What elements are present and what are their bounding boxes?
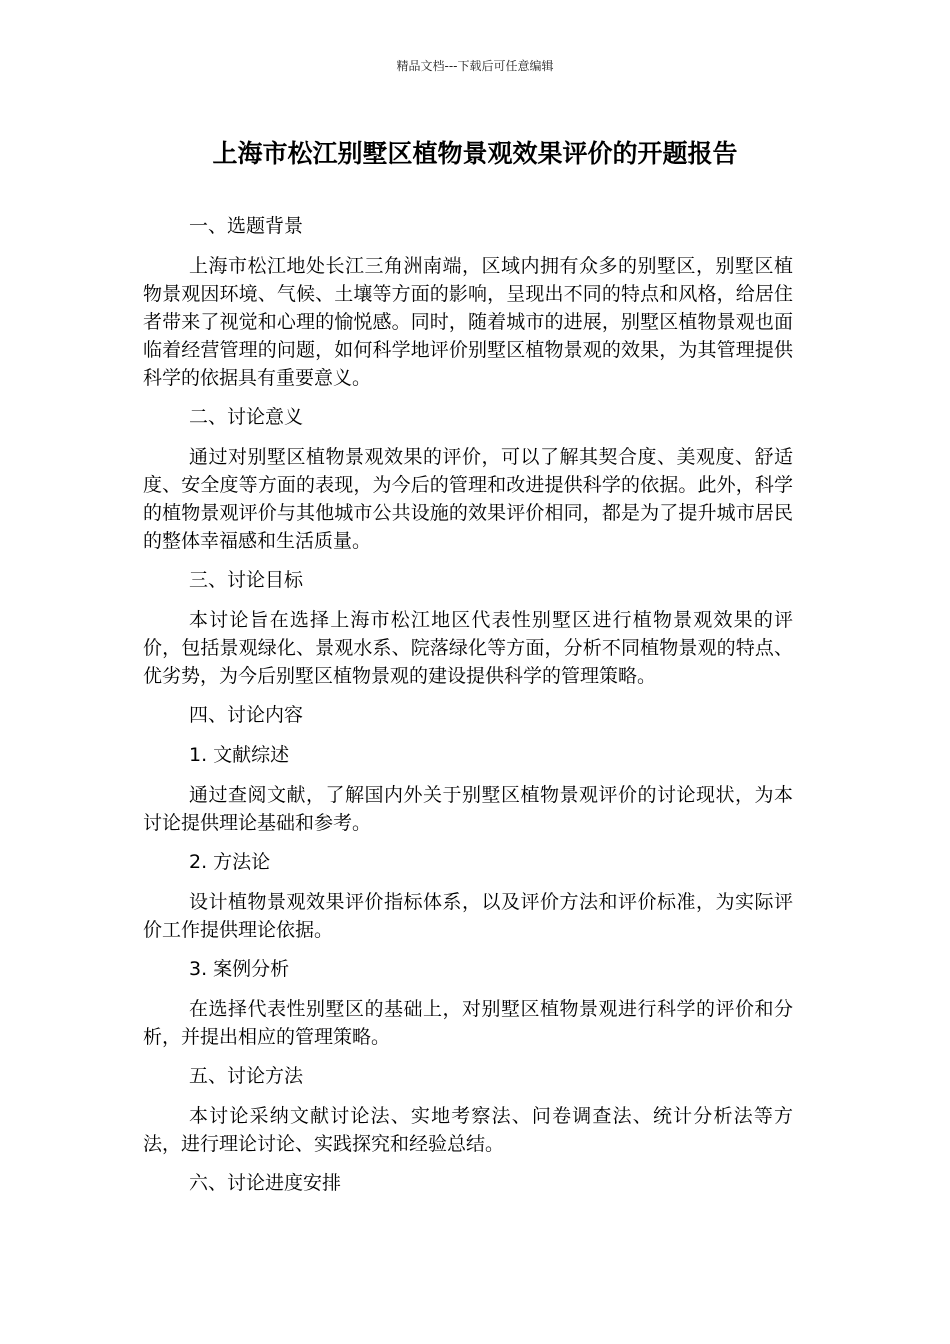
document-body: [143, 212, 793, 1197]
subsection-paragraph-literature: 通过查阅文献，了解国内外关于别墅区植物景观评价的讨论现状，为本讨论提供理论基础和参考。: [143, 784, 793, 834]
section-heading-objectives: 三、讨论目标: [189, 569, 304, 591]
section-paragraph-significance: 通过对别墅区植物景观效果的评价，可以了解其契合度、美观度、舒适度、安全度等方面的表现，为今后的管理和改进提供科学的依据。此外，科学的植物景观评价与其他城市公共设施的效果评价相同，都是为了提升城市居民的整体幸福感和生活质量。: [143, 446, 793, 552]
header-note: 精品文档---下载后可任意编辑: [396, 59, 554, 73]
document-title: 上海市松江别墅区植物景观效果评价的开题报告: [212, 139, 738, 168]
subsection-heading-methodology: 2. 方法论: [189, 851, 271, 873]
section-paragraph-background: 上海市松江地处长江三角洲南端，区域内拥有众多的别墅区，别墅区植物景观因环境、气候、土壤等方面的影响，呈现出不同的特点和风格，给居住者带来了视觉和心理的愉悦感。同时，随着城市的进展，别墅区植物景观也面临着经营管理的问题，如何科学地评价别墅区植物景观的效果，为其管理提供科学的依据具有重要意义。: [143, 255, 793, 389]
section-paragraph-objectives: 本讨论旨在选择上海市松江地区代表性别墅区进行植物景观效果的评价，包括景观绿化、景观水系、院落绿化等方面，分析不同植物景观的特点、优劣势，为今后别墅区植物景观的建设提供科学的管理策略。: [143, 609, 793, 687]
subsection-paragraph-methodology: 设计植物景观效果评价指标体系，以及评价方法和评价标准，为实际评价工作提供理论依据。: [143, 891, 793, 941]
section-paragraph-methods: 本讨论采纳文献讨论法、实地考察法、问卷调查法、统计分析法等方法，进行理论讨论、实践探究和经验总结。: [143, 1105, 793, 1155]
subsection-heading-literature: 1. 文献综述: [189, 744, 290, 766]
section-heading-methods: 五、讨论方法: [189, 1065, 304, 1087]
subsection-paragraph-case-study: 在选择代表性别墅区的基础上，对别墅区植物景观进行科学的评价和分析，并提出相应的管理策略。: [143, 998, 793, 1048]
section-heading-significance: 二、讨论意义: [189, 406, 304, 428]
section-heading-schedule: 六、讨论进度安排: [189, 1172, 342, 1194]
subsection-heading-case-study: 3. 案例分析: [189, 958, 290, 980]
section-heading-background: 一、选题背景: [189, 215, 304, 237]
section-heading-content: 四、讨论内容: [189, 704, 304, 726]
